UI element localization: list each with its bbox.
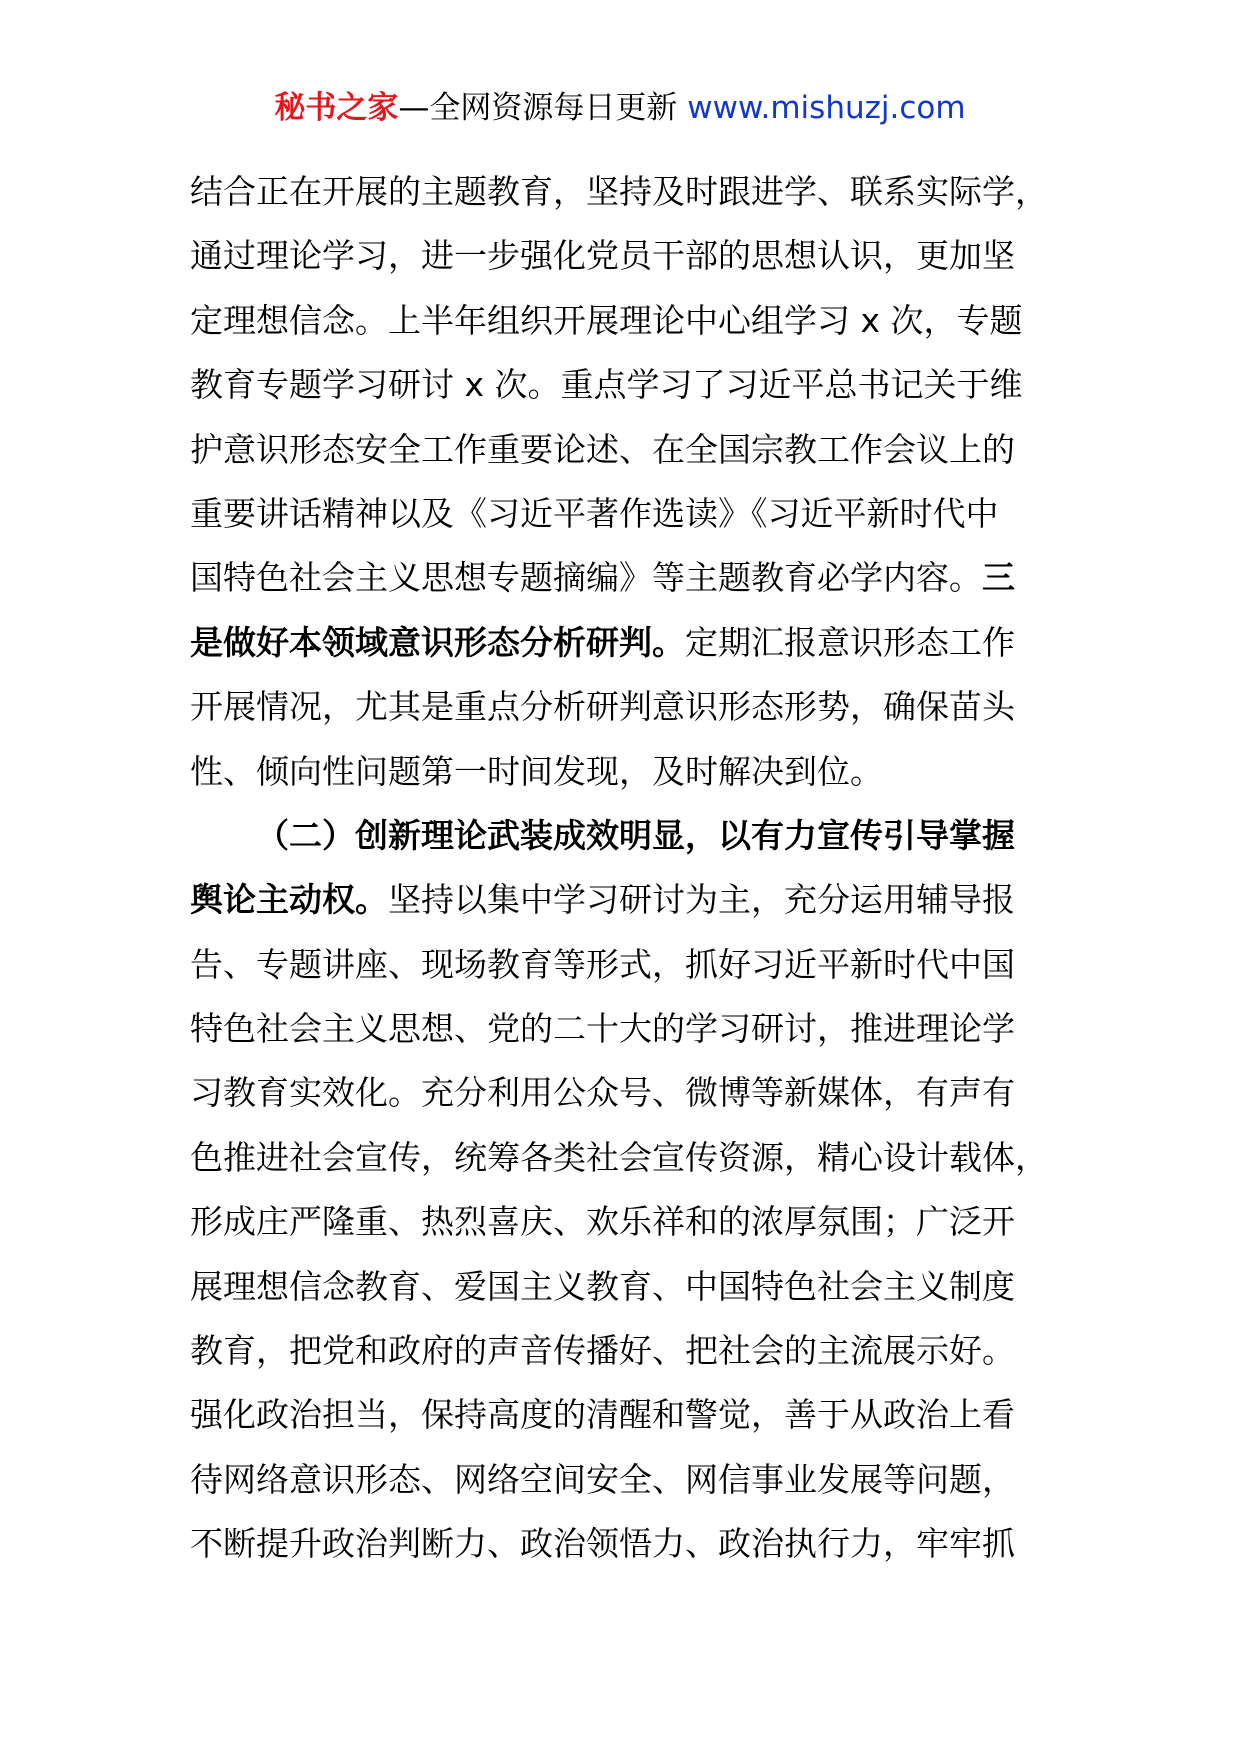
bold-heading-run: 三 (982, 558, 1015, 598)
text-run: 坚持以集中学习研讨为主，充分运用辅导报 (388, 880, 1015, 920)
text-line: 开展情况，尤其是重点分析研判意识形态形势，确保苗头 (190, 687, 1015, 727)
text-line: 护意识形态安全工作重要论述、在全国宗教工作会议上的 (190, 429, 1015, 469)
header-tagline: —全网资源每日更新 (398, 90, 688, 126)
brand-name: 秘书之家 (274, 90, 399, 126)
text-run: 国特色社会主义思想专题摘编》等主题教育必学内容。 (190, 558, 982, 598)
bold-heading-run: 舆论主动权。 (190, 880, 388, 920)
text-line: 结合正在开展的主题教育，坚持及时跟进学、联系实际学， (190, 172, 1048, 211)
section-heading: （二）创新理论武装成效明显，以有力宣传引导掌握 (256, 815, 1015, 855)
website-link[interactable]: www.mishuzj.com (687, 90, 966, 126)
text-line: 展理想信念教育、爱国主义教育、中国特色社会主义制度 (190, 1266, 1015, 1306)
text-run: 定期汇报意识形态工作 (685, 622, 1015, 662)
document-body (190, 160, 1070, 1577)
text-line: 告、专题讲座、现场教育等形式，抓好习近平新时代中国 (190, 944, 1015, 984)
text-line: 特色社会主义思想、党的二十大的学习研讨，推进理论学 (190, 1009, 1015, 1049)
text-line (190, 546, 1070, 610)
text-line: 待网络意识形态、网络空间安全、网信事业发展等问题， (190, 1459, 1015, 1499)
text-line: 强化政治担当，保持高度的清醒和警觉，善于从政治上看 (190, 1395, 1015, 1435)
text-line: 定理想信念。上半年组织开展理论中心组学习 x 次，专题 (190, 300, 1023, 340)
text-line: 重要讲话精神以及《习近平著作选读》《习近平新时代中 (190, 493, 999, 533)
text-line (190, 868, 1070, 932)
page-header (0, 84, 1240, 132)
text-line (190, 611, 1070, 675)
text-line: 色推进社会宣传，统筹各类社会宣传资源，精心设计载体， (190, 1137, 1048, 1177)
text-line: 教育，把党和政府的声音传播好、把社会的主流展示好。 (190, 1331, 1015, 1371)
text-line: 性、倾向性问题第一时间发现，及时解决到位。 (190, 751, 883, 791)
text-line: 形成庄严隆重、热烈喜庆、欢乐祥和的浓厚氛围；广泛开 (190, 1202, 1015, 1242)
bold-heading-run: 是做好本领域意识形态分析研判。 (190, 622, 685, 662)
text-line: 习教育实效化。充分利用公众号、微博等新媒体，有声有 (190, 1073, 1015, 1113)
text-line: 不断提升政治判断力、政治领悟力、政治执行力，牢牢抓 (190, 1524, 1015, 1564)
text-line: 通过理论学习，进一步强化党员干部的思想认识，更加坚 (190, 236, 1015, 276)
text-line: 教育专题学习研讨 x 次。重点学习了习近平总书记关于维 (190, 365, 1023, 405)
